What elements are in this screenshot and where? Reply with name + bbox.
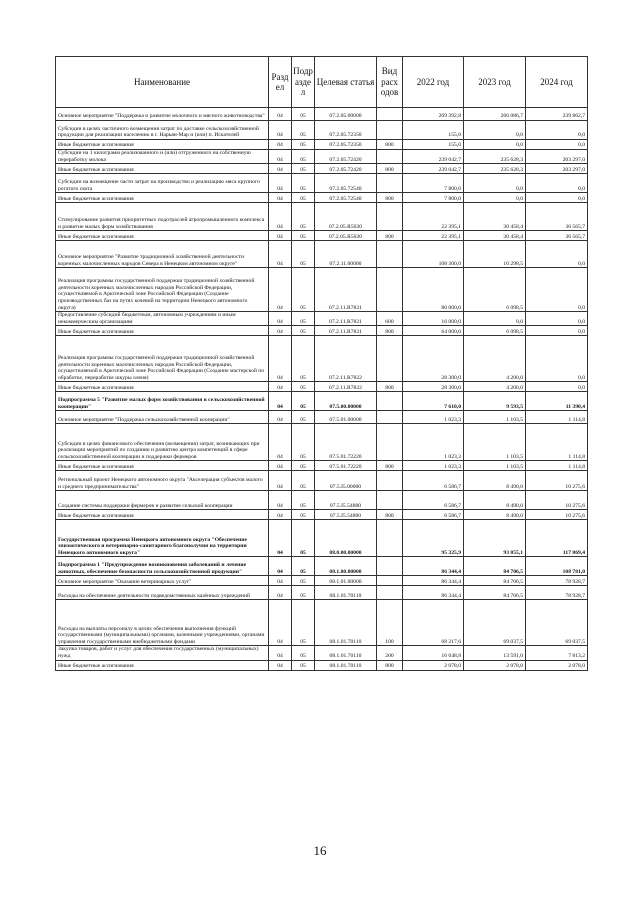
cell-target: 07.2.05.72420 (315, 150, 377, 164)
cell-target: 08.1.00.00000 (315, 557, 377, 576)
cell-podrazdel: 05 (292, 520, 315, 557)
cell-2023: 1 103,5 (464, 411, 526, 424)
cell-name: Реализация программы государственной поддержки традиционной хозяйственной деятельности коренных малочисленных народов Российской Федерации, осуществляемой в Арктической зоне Российской Федерации (Создание производственных баз на путях кочевий на территории Ненецкого автономного округа) (56, 268, 269, 312)
cell-target: 07.2.05.R5020 (315, 203, 377, 231)
cell-name: Основное мероприятие "Поддержка и развитие молочного и мясного животноводства" (56, 108, 269, 121)
cell-2022: 16 048,8 (403, 646, 464, 660)
cell-2023: 8 490,0 (464, 491, 526, 510)
cell-target: 07.2.11.R7821 (315, 326, 377, 336)
cell-2022: 86 344,4 (403, 586, 464, 600)
cell-2023: 84 706,5 (464, 576, 526, 586)
cell-name: Основное мероприятие "Развитие традиционной хозяйственной деятельности коренных малочисленных народов Севера в Ненецком автономном округе" (56, 241, 269, 268)
cell-2024: 0,0 (526, 382, 588, 392)
cell-razdel: 04 (269, 174, 292, 193)
cell-2024: 78 928,7 (526, 586, 588, 600)
table-row (56, 121, 588, 140)
cell-target: 07.5.01.00000 (315, 411, 377, 424)
cell-vid (377, 557, 403, 576)
cell-2023: 235 628,3 (464, 150, 526, 164)
cell-2023: 1 103,5 (464, 461, 526, 471)
cell-vid (377, 121, 403, 140)
page-number: 16 (313, 843, 327, 858)
cell-2022: 86 344,4 (403, 557, 464, 576)
cell-name: Субсидии на возмещение части затрат на производство и реализацию мяса крупного рогатого скота (56, 174, 269, 193)
cell-2022: 7 610,0 (403, 392, 464, 411)
cell-podrazdel: 05 (292, 382, 315, 392)
cell-name: Расходы на обеспечение деятельности подведомственных казённых учреждений (56, 586, 269, 600)
cell-name: Региональный проект Ненецкого автономного округа "Акселерация субъектов малого и среднего предпринимательства" (56, 471, 269, 491)
table-row (56, 600, 588, 646)
table-row (56, 108, 588, 121)
cell-2024: 69 037,5 (526, 600, 588, 646)
cell-vid: 800 (377, 326, 403, 336)
table-row (56, 312, 588, 326)
cell-razdel: 04 (269, 471, 292, 491)
cell-name: Иные бюджетные ассигнования (56, 140, 269, 150)
cell-razdel: 04 (269, 646, 292, 660)
cell-vid (377, 241, 403, 268)
cell-2024: 239 862,7 (526, 108, 588, 121)
cell-target: 07.2.11.R7821 (315, 312, 377, 326)
cell-podrazdel: 05 (292, 241, 315, 268)
cell-podrazdel: 05 (292, 491, 315, 510)
cell-target: 08.0.00.00000 (315, 520, 377, 557)
cell-razdel: 04 (269, 520, 292, 557)
cell-target: 08.1.01.00000 (315, 576, 377, 586)
cell-razdel: 04 (269, 203, 292, 231)
cell-name: Подпрограмма 1 "Предупреждение возникновения заболеваний и лечение животных, обеспечение безопасности сельскохозяйственной продукции" (56, 557, 269, 576)
table-row (56, 411, 588, 424)
cell-vid (377, 150, 403, 164)
cell-razdel: 04 (269, 586, 292, 600)
cell-podrazdel: 05 (292, 600, 315, 646)
cell-razdel: 04 (269, 164, 292, 174)
header-2024: 2024 год (526, 57, 588, 108)
cell-2024: 203 297,0 (526, 164, 588, 174)
cell-target: 08.1.01.70110 (315, 660, 377, 670)
cell-2023: 2 078,0 (464, 660, 526, 670)
cell-2024: 78 928,7 (526, 576, 588, 586)
cell-2023: 4 200,0 (464, 336, 526, 382)
table-row (56, 193, 588, 203)
cell-vid (377, 576, 403, 586)
cell-razdel: 04 (269, 411, 292, 424)
cell-vid (377, 392, 403, 411)
cell-vid (377, 471, 403, 491)
cell-2022: 6 586,7 (403, 510, 464, 520)
cell-2022: 155,0 (403, 140, 464, 150)
cell-target: 07.2.05.72350 (315, 121, 377, 140)
table-body (56, 108, 588, 671)
cell-razdel: 04 (269, 108, 292, 121)
header-2022: 2022 год (403, 57, 464, 108)
header-2023: 2023 год (464, 57, 526, 108)
cell-vid: 800 (377, 140, 403, 150)
cell-podrazdel: 05 (292, 660, 315, 670)
table-header-row (56, 57, 588, 108)
cell-2023: 93 855,1 (464, 520, 526, 557)
cell-razdel: 04 (269, 491, 292, 510)
cell-2022: 239 042,7 (403, 164, 464, 174)
header-target: Целевая статья (315, 57, 377, 108)
cell-2024: 0,0 (526, 241, 588, 268)
cell-name: Иные бюджетные ассигнования (56, 231, 269, 241)
cell-2024: 0,0 (526, 193, 588, 203)
cell-2022: 28 300,0 (403, 382, 464, 392)
cell-podrazdel: 05 (292, 471, 315, 491)
cell-2024: 0,0 (526, 121, 588, 140)
cell-razdel: 04 (269, 150, 292, 164)
cell-podrazdel: 05 (292, 193, 315, 203)
cell-target: 07.2.11.00000 (315, 241, 377, 268)
cell-2023: 1 103,5 (464, 424, 526, 461)
cell-2022: 22 395,1 (403, 203, 464, 231)
cell-vid (377, 108, 403, 121)
cell-name: Государственная программа Ненецкого автономного округа "Обеспечение эпизоотического и ветеринарно-санитарного благополучия на территории Ненецкого автономного округа" (56, 520, 269, 557)
cell-2023: 266 086,7 (464, 108, 526, 121)
cell-target: 07.2.05.72350 (315, 140, 377, 150)
cell-2023: 8 490,0 (464, 471, 526, 491)
table-row (56, 326, 588, 336)
cell-2024: 2 078,0 (526, 660, 588, 670)
cell-2024: 0,0 (526, 312, 588, 326)
cell-podrazdel: 05 (292, 576, 315, 586)
table-row (56, 510, 588, 520)
cell-razdel: 04 (269, 510, 292, 520)
header-vid: Вид расх одов (377, 57, 403, 108)
table-row (56, 140, 588, 150)
cell-razdel: 04 (269, 660, 292, 670)
cell-name: Предоставление субсидий бюджетным, автономным учреждениям и иным некоммерческим организациям (56, 312, 269, 326)
cell-podrazdel: 05 (292, 150, 315, 164)
cell-vid: 800 (377, 510, 403, 520)
cell-vid: 800 (377, 164, 403, 174)
cell-vid: 800 (377, 231, 403, 241)
cell-razdel: 04 (269, 268, 292, 312)
header-name: Наименование (56, 57, 269, 108)
cell-2024: 10 275,6 (526, 510, 588, 520)
cell-2022: 1 023,3 (403, 461, 464, 471)
cell-vid (377, 174, 403, 193)
cell-target: 08.1.01.70110 (315, 600, 377, 646)
cell-2024: 10 275,6 (526, 471, 588, 491)
cell-2024: 0,0 (526, 336, 588, 382)
cell-2022: 108 300,0 (403, 241, 464, 268)
table-row (56, 424, 588, 461)
cell-razdel: 04 (269, 241, 292, 268)
table-row (56, 336, 588, 382)
cell-vid: 800 (377, 193, 403, 203)
cell-vid (377, 586, 403, 600)
cell-2022: 6 586,7 (403, 491, 464, 510)
table-row (56, 646, 588, 660)
cell-2023: 0,0 (464, 174, 526, 193)
cell-2022: 1 023,3 (403, 424, 464, 461)
cell-podrazdel: 05 (292, 203, 315, 231)
cell-razdel: 04 (269, 424, 292, 461)
cell-2024: 117 869,4 (526, 520, 588, 557)
cell-2022: 7 800,0 (403, 193, 464, 203)
header-podrazdel: Подр азде л (292, 57, 315, 108)
cell-target: 07.2.11.R7822 (315, 336, 377, 382)
cell-podrazdel: 05 (292, 646, 315, 660)
table-row (56, 174, 588, 193)
cell-2023: 0,0 (464, 312, 526, 326)
cell-target: 07.2.11.R7822 (315, 382, 377, 392)
cell-2024: 108 781,0 (526, 557, 588, 576)
table-row (56, 392, 588, 411)
header-razdel: Разд ел (269, 57, 292, 108)
cell-name: Основное мероприятие "Поддержка сельскохозяйственной кооперации" (56, 411, 269, 424)
cell-razdel: 04 (269, 326, 292, 336)
table-row (56, 586, 588, 600)
cell-vid: 800 (377, 461, 403, 471)
cell-target: 07.2.05.72420 (315, 164, 377, 174)
cell-name: Иные бюджетные ассигнования (56, 510, 269, 520)
cell-name: Иные бюджетные ассигнования (56, 326, 269, 336)
cell-2022: 28 300,0 (403, 336, 464, 382)
cell-vid: 800 (377, 660, 403, 670)
table-row (56, 491, 588, 510)
cell-2023: 8 490,0 (464, 510, 526, 520)
cell-vid (377, 336, 403, 382)
cell-razdel: 04 (269, 600, 292, 646)
cell-vid: 200 (377, 646, 403, 660)
cell-podrazdel: 05 (292, 121, 315, 140)
cell-podrazdel: 05 (292, 326, 315, 336)
cell-2022: 269 392,8 (403, 108, 464, 121)
cell-2024: 0,0 (526, 174, 588, 193)
cell-2022: 6 586,7 (403, 471, 464, 491)
cell-vid: 600 (377, 312, 403, 326)
cell-2023: 30 458,4 (464, 231, 526, 241)
cell-name: Реализация программы государственной поддержки традиционной хозяйственной деятельности коренных малочисленных народов Российской Федерации, осуществляемой в Арктической зоне Российской Федерации (Создание мастерской по обработке, переработке шкуры оленя) (56, 336, 269, 382)
cell-2022: 64 000,0 (403, 326, 464, 336)
cell-vid: 800 (377, 382, 403, 392)
cell-2022: 1 023,3 (403, 411, 464, 424)
cell-podrazdel: 05 (292, 557, 315, 576)
cell-2024: 36 565,7 (526, 203, 588, 231)
cell-podrazdel: 05 (292, 312, 315, 326)
cell-podrazdel: 05 (292, 461, 315, 471)
table-row (56, 268, 588, 312)
cell-vid: 100 (377, 600, 403, 646)
cell-2023: 84 706,5 (464, 557, 526, 576)
cell-2024: 10 275,6 (526, 491, 588, 510)
cell-razdel: 04 (269, 336, 292, 382)
cell-podrazdel: 05 (292, 392, 315, 411)
cell-2023: 0,0 (464, 193, 526, 203)
cell-2022: 16 000,0 (403, 312, 464, 326)
cell-razdel: 04 (269, 312, 292, 326)
cell-target: 07.5.I5.54800 (315, 510, 377, 520)
cell-name: Иные бюджетные ассигнования (56, 660, 269, 670)
cell-target: 07.2.05.72540 (315, 193, 377, 203)
cell-razdel: 04 (269, 193, 292, 203)
cell-vid (377, 424, 403, 461)
table-row (56, 382, 588, 392)
cell-2024: 11 390,4 (526, 392, 588, 411)
cell-podrazdel: 05 (292, 411, 315, 424)
cell-2024: 203 297,0 (526, 150, 588, 164)
cell-2023: 235 628,3 (464, 164, 526, 174)
cell-2023: 10 298,5 (464, 241, 526, 268)
table-row (56, 150, 588, 164)
cell-2024: 36 565,7 (526, 231, 588, 241)
cell-2024: 0,0 (526, 326, 588, 336)
table-row (56, 471, 588, 491)
table-row (56, 660, 588, 670)
cell-razdel: 04 (269, 121, 292, 140)
table-row (56, 576, 588, 586)
cell-target: 07.5.I5.54800 (315, 491, 377, 510)
cell-2023: 84 706,5 (464, 586, 526, 600)
cell-name: Субсидии на 1 килограмм реализованного и (или) отгруженного на собственную переработку молока (56, 150, 269, 164)
cell-2022: 2 078,0 (403, 660, 464, 670)
cell-name: Стимулирование развития приоритетных подотраслей агропромышленного комплекса и развитие малых форм хозяйствования (56, 203, 269, 231)
cell-2023: 6 098,5 (464, 268, 526, 312)
cell-razdel: 04 (269, 576, 292, 586)
cell-razdel: 04 (269, 461, 292, 471)
cell-2022: 7 800,0 (403, 174, 464, 193)
cell-2022: 95 325,9 (403, 520, 464, 557)
cell-2024: 0,0 (526, 140, 588, 150)
cell-2023: 0,0 (464, 140, 526, 150)
cell-target: 07.2.05.72540 (315, 174, 377, 193)
cell-podrazdel: 05 (292, 268, 315, 312)
cell-podrazdel: 05 (292, 174, 315, 193)
cell-2022: 68 217,6 (403, 600, 464, 646)
cell-vid (377, 491, 403, 510)
cell-2023: 4 200,0 (464, 382, 526, 392)
cell-2024: 1 114,8 (526, 424, 588, 461)
cell-2023: 30 458,4 (464, 203, 526, 231)
cell-target: 08.1.01.70110 (315, 646, 377, 660)
cell-2023: 13 591,0 (464, 646, 526, 660)
cell-target: 07.5.01.72220 (315, 461, 377, 471)
cell-podrazdel: 05 (292, 164, 315, 174)
cell-2024: 0,0 (526, 268, 588, 312)
cell-target: 07.5.01.72220 (315, 424, 377, 461)
table-row (56, 231, 588, 241)
cell-name: Основное мероприятие "Оказание ветеринарных услуг" (56, 576, 269, 586)
cell-2022: 239 042,7 (403, 150, 464, 164)
cell-razdel: 04 (269, 392, 292, 411)
cell-target: 07.5.I5.00000 (315, 471, 377, 491)
cell-2024: 7 813,2 (526, 646, 588, 660)
cell-target: 07.2.11.R7821 (315, 268, 377, 312)
table-row (56, 520, 588, 557)
cell-target: 08.1.01.70110 (315, 586, 377, 600)
table-row (56, 164, 588, 174)
cell-podrazdel: 05 (292, 108, 315, 121)
cell-2023: 6 098,5 (464, 326, 526, 336)
cell-razdel: 04 (269, 557, 292, 576)
table-row (56, 203, 588, 231)
cell-podrazdel: 05 (292, 336, 315, 382)
cell-vid (377, 203, 403, 231)
cell-name: Расходы на выплаты персоналу в целях обеспечения выполнения функций государственными (муниципальными) органами, казенными учреждениями, органами управления государственными внебюджетными фондами (56, 600, 269, 646)
cell-name: Иные бюджетные ассигнования (56, 461, 269, 471)
budget-table (55, 56, 588, 671)
cell-vid (377, 268, 403, 312)
cell-name: Закупка товаров, работ и услуг для обеспечения государственных (муниципальных) нужд (56, 646, 269, 660)
cell-podrazdel: 05 (292, 140, 315, 150)
table-row (56, 557, 588, 576)
cell-name: Субсидии в целях финансового обеспечения (возмещения) затрат, возникающих при реализации мероприятий по созданию и развитию центра компетенций в сфере сельскохозяйственной кооперации и поддержки фермеров (56, 424, 269, 461)
table-row (56, 461, 588, 471)
cell-podrazdel: 05 (292, 586, 315, 600)
cell-vid (377, 411, 403, 424)
cell-2024: 1 114,8 (526, 411, 588, 424)
table-row (56, 241, 588, 268)
cell-2024: 1 114,8 (526, 461, 588, 471)
cell-2023: 9 593,5 (464, 392, 526, 411)
cell-target: 07.2.05.R5020 (315, 231, 377, 241)
cell-podrazdel: 05 (292, 510, 315, 520)
cell-razdel: 04 (269, 140, 292, 150)
cell-name: Создание системы поддержки фермеров и развитие сельской кооперации (56, 491, 269, 510)
cell-name: Иные бюджетные ассигнования (56, 193, 269, 203)
cell-2022: 86 344,4 (403, 576, 464, 586)
cell-name: Иные бюджетные ассигнования (56, 382, 269, 392)
cell-target: 07.5.00.00000 (315, 392, 377, 411)
cell-razdel: 04 (269, 231, 292, 241)
cell-2023: 0,0 (464, 121, 526, 140)
cell-podrazdel: 05 (292, 231, 315, 241)
cell-target: 07.2.05.00000 (315, 108, 377, 121)
cell-2023: 69 037,5 (464, 600, 526, 646)
cell-vid (377, 520, 403, 557)
cell-name: Субсидии в целях частичного возмещения затрат по доставке сельскохозяйственной продукции для реализации населению в г. Нарьян-Мар и (или) п. Искателей (56, 121, 269, 140)
cell-2022: 22 395,1 (403, 231, 464, 241)
cell-name: Подпрограмма 5 "Развитие малых форм хозяйствования в сельскохозяйственной кооперации" (56, 392, 269, 411)
cell-name: Иные бюджетные ассигнования (56, 164, 269, 174)
cell-podrazdel: 05 (292, 424, 315, 461)
cell-razdel: 04 (269, 382, 292, 392)
cell-2022: 80 000,0 (403, 268, 464, 312)
cell-2022: 155,0 (403, 121, 464, 140)
